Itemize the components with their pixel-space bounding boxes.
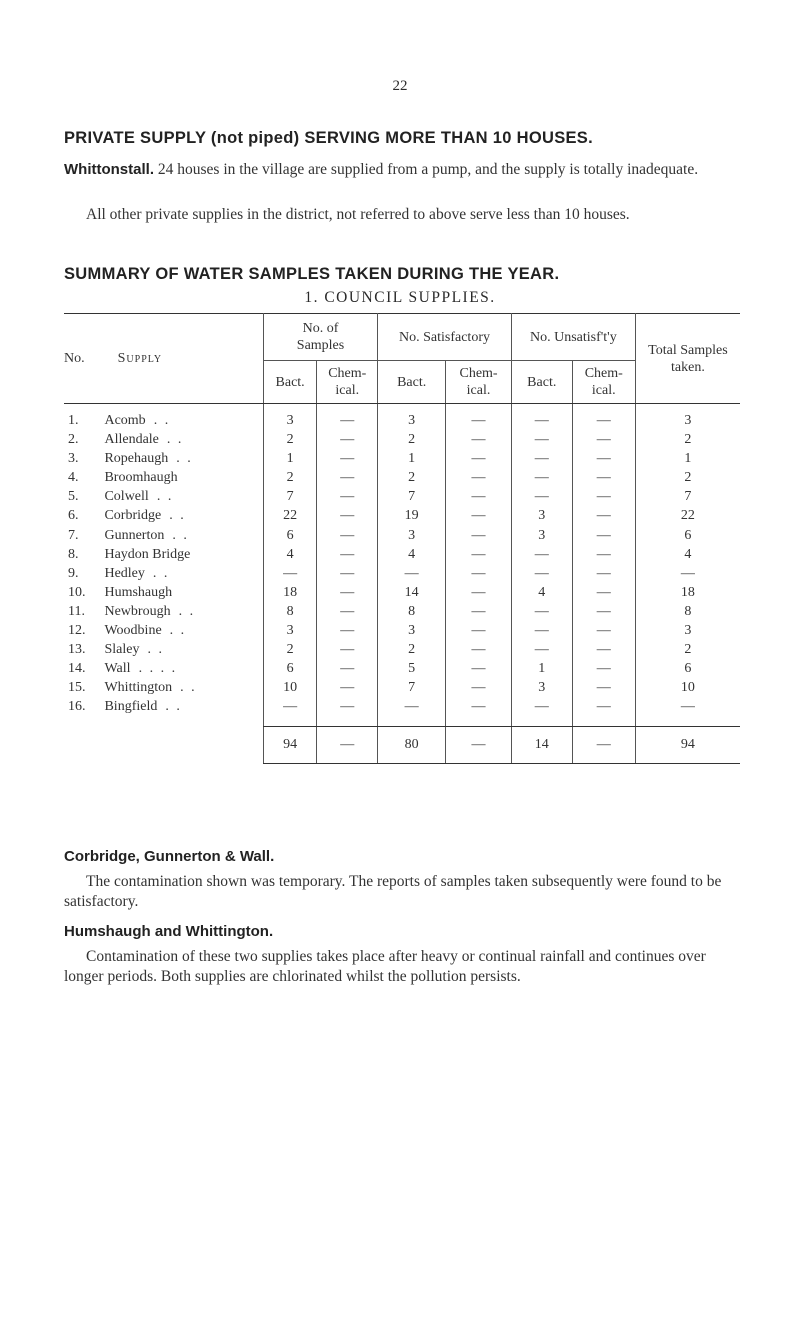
cell-samples-chem: —: [317, 468, 378, 487]
table-row: [64, 487, 740, 506]
leader-dots: . .: [156, 489, 174, 505]
row-number: 5.: [68, 489, 79, 505]
council-supplies-subheading: 1. COUNCIL SUPPLIES.: [304, 289, 496, 306]
row-supply: [100, 659, 263, 678]
cell-total-samples: 6: [635, 659, 740, 678]
private-supply-heading: PRIVATE SUPPLY (not piped) SERVING MORE THAN 10 HOUSES.: [64, 129, 593, 147]
cell-unsatisfactory-chem: —: [572, 583, 635, 602]
humshaugh-paragraph: [64, 947, 744, 987]
cell-total-samples: 2: [635, 468, 740, 487]
header-samples-bact: Bact.: [263, 361, 316, 404]
table-row: [64, 506, 740, 525]
header-no-satisfactory: No. Satisfactory: [378, 314, 512, 361]
row-supply: [100, 621, 263, 640]
header-unsatisfactory-chem: Chem- ical.: [572, 361, 635, 404]
cell-satisfactory-bact: 3: [378, 526, 446, 545]
cell-samples-bact: 2: [263, 430, 316, 449]
table-row: [64, 545, 740, 564]
cell-unsatisfactory-bact: —: [511, 487, 572, 506]
leader-dots: . .: [176, 451, 193, 467]
whittonstall-paragraph: [64, 160, 744, 180]
row-supply: [100, 449, 263, 468]
cell-satisfactory-bact: 2: [378, 640, 446, 659]
supply-name: Whittington: [104, 680, 173, 696]
leader-dots: . .: [180, 680, 197, 696]
supply-name: Woodbine: [104, 623, 162, 639]
row-number: 6.: [68, 508, 79, 524]
header-samples-chem: Chem- ical.: [317, 361, 378, 404]
cell-unsatisfactory-bact: 3: [511, 526, 572, 545]
leader-dots: . .: [152, 565, 170, 581]
cell-satisfactory-bact: 8: [378, 602, 446, 621]
cell-total-samples: 2: [635, 430, 740, 449]
whittonstall-text: 24 houses in the village are supplied from a pump, and the supply is totally inadequate.: [157, 161, 699, 178]
cell-total-samples: 8: [635, 602, 740, 621]
header-total-samples: Total Samples taken.: [635, 314, 740, 404]
cell-samples-chem: —: [317, 640, 378, 659]
total-unsatisfactory-bact: 14: [511, 727, 572, 764]
cell-satisfactory-chem: —: [446, 564, 512, 583]
cell-satisfactory-bact: —: [378, 564, 446, 583]
cell-unsatisfactory-chem: —: [572, 487, 635, 506]
leader-dots: . .: [172, 527, 189, 543]
cell-unsatisfactory-bact: —: [511, 430, 572, 449]
cell-samples-bact: 3: [263, 621, 316, 640]
row-supply: [100, 506, 263, 525]
corbridge-heading: Corbridge, Gunnerton & Wall.: [64, 848, 275, 865]
cell-satisfactory-bact: 19: [378, 506, 446, 525]
other-supplies-paragraph: [64, 205, 744, 225]
leader-dots: . .: [166, 432, 184, 448]
cell-samples-bact: 3: [263, 411, 316, 430]
row-supply: [100, 564, 263, 583]
header-no-unsatisfactory: No. Unsatisf't'y: [511, 314, 635, 361]
row-number: 1.: [68, 413, 79, 428]
whittonstall-label: Whittonstall.: [64, 161, 154, 178]
cell-satisfactory-chem: —: [446, 526, 512, 545]
cell-satisfactory-bact: 2: [378, 468, 446, 487]
supply-name: Wall: [104, 661, 131, 677]
table-row: [64, 564, 740, 583]
table-body: [64, 411, 740, 717]
cell-unsatisfactory-bact: —: [511, 468, 572, 487]
row-supply: [100, 468, 263, 487]
row-number: 11.: [68, 603, 85, 619]
row-number: 4.: [68, 470, 79, 486]
row-number: 13.: [68, 642, 86, 658]
supply-name: Colwell: [104, 489, 149, 505]
cell-samples-bact: 6: [263, 659, 316, 678]
supply-name: Ropehaugh: [104, 451, 169, 467]
cell-samples-bact: 1: [263, 449, 316, 468]
row-supply: [100, 583, 263, 602]
cell-satisfactory-chem: —: [446, 602, 512, 621]
cell-unsatisfactory-chem: —: [572, 411, 635, 430]
cell-satisfactory-chem: —: [446, 583, 512, 602]
supply-name: Newbrough: [104, 603, 171, 619]
leader-dots: . .: [169, 623, 187, 639]
row-supply: [100, 526, 263, 545]
cell-samples-chem: —: [317, 487, 378, 506]
cell-satisfactory-chem: —: [446, 411, 512, 430]
table-row: [64, 697, 740, 716]
table-row: [64, 468, 740, 487]
supply-name: Bingfield: [104, 699, 158, 715]
supply-name: Humshaugh: [104, 584, 173, 600]
supply-name: Broomhaugh: [104, 470, 178, 486]
cell-samples-bact: 8: [263, 602, 316, 621]
row-supply: [100, 411, 263, 430]
row-supply: [100, 487, 263, 506]
table-row: [64, 678, 740, 697]
cell-unsatisfactory-bact: —: [511, 602, 572, 621]
cell-samples-bact: 22: [263, 506, 316, 525]
cell-total-samples: 22: [635, 506, 740, 525]
table-spacer: [64, 404, 740, 412]
cell-total-samples: —: [635, 564, 740, 583]
table-row: [64, 411, 740, 430]
cell-unsatisfactory-chem: —: [572, 564, 635, 583]
row-supply: [100, 640, 263, 659]
cell-samples-bact: 2: [263, 640, 316, 659]
total-satisfactory-chem: —: [446, 727, 512, 764]
cell-total-samples: 2: [635, 640, 740, 659]
cell-total-samples: 18: [635, 583, 740, 602]
row-number: 2.: [68, 432, 79, 448]
cell-unsatisfactory-bact: —: [511, 449, 572, 468]
supply-name: Gunnerton: [104, 527, 165, 543]
cell-samples-chem: —: [317, 602, 378, 621]
total-samples-chem: —: [317, 727, 378, 764]
cell-unsatisfactory-chem: —: [572, 468, 635, 487]
cell-unsatisfactory-chem: —: [572, 449, 635, 468]
cell-satisfactory-chem: —: [446, 621, 512, 640]
cell-satisfactory-chem: —: [446, 506, 512, 525]
cell-unsatisfactory-bact: —: [511, 411, 572, 430]
cell-total-samples: 6: [635, 526, 740, 545]
leader-dots: . .: [153, 413, 171, 428]
cell-samples-chem: —: [317, 545, 378, 564]
cell-total-samples: 10: [635, 678, 740, 697]
cell-satisfactory-chem: —: [446, 487, 512, 506]
cell-samples-chem: —: [317, 449, 378, 468]
table-row: [64, 449, 740, 468]
cell-unsatisfactory-chem: —: [572, 621, 635, 640]
cell-total-samples: 1: [635, 449, 740, 468]
cell-total-samples: 7: [635, 487, 740, 506]
cell-unsatisfactory-chem: —: [572, 545, 635, 564]
humshaugh-heading: Humshaugh and Whittington.: [64, 923, 274, 940]
cell-samples-chem: —: [317, 506, 378, 525]
cell-samples-bact: —: [263, 697, 316, 716]
cell-unsatisfactory-bact: 3: [511, 506, 572, 525]
table-row: [64, 621, 740, 640]
cell-total-samples: 3: [635, 621, 740, 640]
cell-satisfactory-chem: —: [446, 430, 512, 449]
corbridge-text: The contamination shown was temporary. The reports of samples taken subsequently were found to be satisfactory.: [64, 873, 722, 910]
header-no-of-samples: No. of Samples: [263, 314, 377, 361]
table-row: [64, 640, 740, 659]
header-unsatisfactory-bact: Bact.: [511, 361, 572, 404]
cell-unsatisfactory-chem: —: [572, 506, 635, 525]
cell-samples-bact: 18: [263, 583, 316, 602]
corbridge-paragraph: [64, 872, 744, 912]
table-spacer-bottom: [64, 717, 740, 727]
cell-satisfactory-bact: 3: [378, 411, 446, 430]
cell-unsatisfactory-bact: 1: [511, 659, 572, 678]
cell-satisfactory-chem: —: [446, 449, 512, 468]
cell-unsatisfactory-bact: —: [511, 564, 572, 583]
cell-samples-chem: —: [317, 697, 378, 716]
cell-satisfactory-chem: —: [446, 468, 512, 487]
water-samples-table: [64, 313, 740, 764]
summary-heading: SUMMARY OF WATER SAMPLES TAKEN DURING THE YEAR.: [64, 265, 560, 283]
cell-samples-chem: —: [317, 621, 378, 640]
cell-satisfactory-bact: —: [378, 697, 446, 716]
cell-satisfactory-bact: 7: [378, 487, 446, 506]
cell-satisfactory-bact: 2: [378, 430, 446, 449]
cell-satisfactory-bact: 7: [378, 678, 446, 697]
cell-unsatisfactory-bact: —: [511, 697, 572, 716]
header-satisfactory-bact: Bact.: [378, 361, 446, 404]
cell-satisfactory-bact: 3: [378, 621, 446, 640]
cell-samples-chem: —: [317, 678, 378, 697]
total-samples-taken: 94: [635, 727, 740, 764]
table-row: [64, 430, 740, 449]
row-supply: [100, 545, 263, 564]
cell-unsatisfactory-bact: 4: [511, 583, 572, 602]
cell-unsatisfactory-chem: —: [572, 640, 635, 659]
supply-name: Hedley: [104, 565, 145, 581]
header-satisfactory-chem: Chem- ical.: [446, 361, 512, 404]
cell-unsatisfactory-chem: —: [572, 526, 635, 545]
cell-samples-bact: 4: [263, 545, 316, 564]
table-row: [64, 583, 740, 602]
cell-satisfactory-bact: 5: [378, 659, 446, 678]
leader-dots: . .: [165, 699, 182, 715]
cell-satisfactory-chem: —: [446, 640, 512, 659]
row-number: 14.: [68, 661, 86, 677]
totals-row: [64, 727, 740, 764]
row-number: 8.: [68, 546, 79, 562]
total-unsatisfactory-chem: —: [572, 727, 635, 764]
page-number: 22: [392, 78, 408, 94]
leader-dots: . . . .: [138, 661, 178, 677]
cell-unsatisfactory-chem: —: [572, 430, 635, 449]
cell-unsatisfactory-bact: —: [511, 621, 572, 640]
cell-unsatisfactory-chem: —: [572, 697, 635, 716]
cell-unsatisfactory-chem: —: [572, 602, 635, 621]
cell-samples-chem: —: [317, 564, 378, 583]
cell-total-samples: 3: [635, 411, 740, 430]
cell-satisfactory-chem: —: [446, 678, 512, 697]
cell-total-samples: 4: [635, 545, 740, 564]
header-no-supply: [64, 314, 263, 404]
cell-satisfactory-bact: 1: [378, 449, 446, 468]
row-number: 7.: [68, 527, 79, 543]
cell-samples-bact: 7: [263, 487, 316, 506]
supply-name: Allendale: [104, 432, 159, 448]
row-supply: [100, 697, 263, 716]
cell-satisfactory-chem: —: [446, 697, 512, 716]
cell-samples-chem: —: [317, 659, 378, 678]
cell-unsatisfactory-bact: —: [511, 640, 572, 659]
row-number: 16.: [68, 699, 86, 715]
cell-samples-bact: 2: [263, 468, 316, 487]
cell-samples-chem: —: [317, 430, 378, 449]
leader-dots: . .: [178, 603, 196, 619]
header-row-1: [64, 314, 740, 361]
cell-samples-bact: 6: [263, 526, 316, 545]
cell-samples-bact: —: [263, 564, 316, 583]
table-row: [64, 602, 740, 621]
header-no: No.: [64, 351, 85, 366]
row-supply: [100, 678, 263, 697]
cell-satisfactory-bact: 4: [378, 545, 446, 564]
row-supply: [100, 602, 263, 621]
cell-unsatisfactory-bact: 3: [511, 678, 572, 697]
total-samples-bact: 94: [263, 727, 316, 764]
supply-name: Slaley: [104, 642, 140, 658]
humshaugh-text: Contamination of these two supplies takes place after heavy or continual rainfall and continues over longer periods. Both supplies are chlorinated whilst the pollution persists.: [64, 948, 706, 985]
cell-satisfactory-chem: —: [446, 659, 512, 678]
row-number: 12.: [68, 623, 86, 639]
row-number: 10.: [68, 584, 86, 600]
cell-samples-bact: 10: [263, 678, 316, 697]
cell-satisfactory-chem: —: [446, 545, 512, 564]
cell-samples-chem: —: [317, 411, 378, 430]
leader-dots: . .: [169, 508, 186, 524]
supply-name: Corbridge: [104, 508, 162, 524]
leader-dots: . .: [147, 642, 164, 658]
row-number: 9.: [68, 565, 79, 581]
other-supplies-text: All other private supplies in the district, not referred to above serve less than 10 houses.: [86, 206, 630, 223]
row-number: 3.: [68, 451, 79, 467]
total-satisfactory-bact: 80: [378, 727, 446, 764]
row-supply: [100, 430, 263, 449]
row-number: 15.: [68, 680, 86, 696]
supply-name: Haydon Bridge: [104, 546, 191, 562]
supply-name: Acomb: [104, 413, 146, 428]
cell-samples-chem: —: [317, 583, 378, 602]
cell-unsatisfactory-chem: —: [572, 659, 635, 678]
table-row: [64, 659, 740, 678]
cell-satisfactory-bact: 14: [378, 583, 446, 602]
cell-unsatisfactory-bact: —: [511, 545, 572, 564]
cell-unsatisfactory-chem: —: [572, 678, 635, 697]
table-row: [64, 526, 740, 545]
cell-samples-chem: —: [317, 526, 378, 545]
header-supply: Supply: [117, 351, 163, 366]
cell-total-samples: —: [635, 697, 740, 716]
